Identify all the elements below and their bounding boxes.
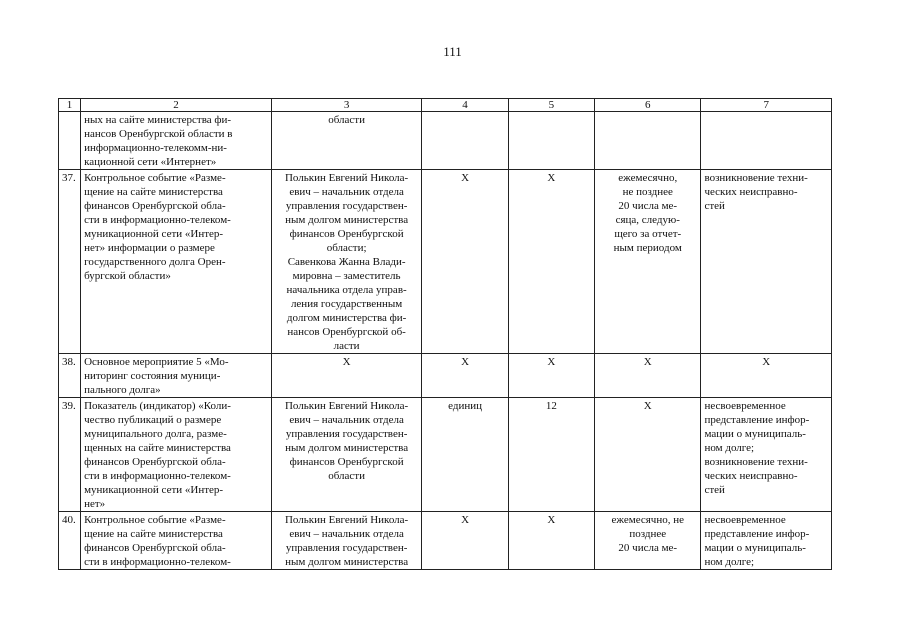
value-cell: Х [508,170,594,354]
unit-cell: Х [422,512,508,570]
table-row [59,398,832,512]
row-number: 37. [59,170,81,354]
responsible-person: Полькин Евгений Никола- евич – начальник отдела управления государствен- ным долгом министерства финансов Оренбургской области; Савенкова Жанна Влади- мировна – заместитель начальника отдела управ- ления государственным долгом министерства фи- нансов Оренбургской об- ласти [271,170,422,354]
value-cell [508,112,594,170]
unit-cell: Х [422,170,508,354]
value-cell: Х [508,354,594,398]
responsible-person: Полькин Евгений Никола- евич – начальник отдела управления государствен- ным долгом министерства [271,512,422,570]
deadline-cell: Х [595,354,701,398]
responsible-person: области [271,112,422,170]
event-description: ных на сайте министерства фи- нансов Оренбургской области в информационно-телекомм-ни- кационной сети «Интернет» [81,112,272,170]
responsible-person: Полькин Евгений Никола- евич – начальник отдела управления государствен- ным долгом министерства финансов Оренбургской области [271,398,422,512]
deadline-cell: Х [595,398,701,512]
risk-cell: возникновение техни- ческих неисправно- стей [701,170,832,354]
deadline-cell: ежемесячно, не позднее 20 числа ме- [595,512,701,570]
table-row [59,354,832,398]
header-cell-7: 7 [701,99,832,112]
header-cell-6: 6 [595,99,701,112]
header-cell-3: 3 [271,99,422,112]
unit-cell: единиц [422,398,508,512]
value-cell: Х [508,512,594,570]
page-number: 111 [443,44,462,59]
header-cell-1: 1 [59,99,81,112]
row-number: 38. [59,354,81,398]
table-header-row [59,99,832,112]
row-number [59,112,81,170]
value-cell: 12 [508,398,594,512]
unit-cell: Х [422,354,508,398]
deadline-cell: ежемесячно, не позднее 20 числа ме- сяца, следую- щего за отчет- ным периодом [595,170,701,354]
event-description: Показатель (индикатор) «Коли- чество публикаций о размере муниципального долга, разме- щенных на сайте министерства финансов Оренбургской обла- сти в информационно-телеком- муникационной сети «Интер- нет» [81,398,272,512]
deadline-cell [595,112,701,170]
risk-cell [701,112,832,170]
table-row [59,512,832,570]
event-description: Контрольное событие «Разме- щение на сайте министерства финансов Оренбургской обла- сти в информационно-телеком- [81,512,272,570]
table-row [59,112,832,170]
header-cell-5: 5 [508,99,594,112]
row-number: 40. [59,512,81,570]
header-cell-4: 4 [422,99,508,112]
event-description: Основное мероприятие 5 «Мо- ниторинг состояния муници- пального долга» [81,354,272,398]
risk-cell: несвоевременное представление инфор- мации о муниципаль- ном долге; возникновение техни- ческих неисправно- стей [701,398,832,512]
risk-cell: Х [701,354,832,398]
risk-cell: несвоевременное представление инфор- мации о муниципаль- ном долге; [701,512,832,570]
report-table [58,98,832,570]
event-description: Контрольное событие «Разме- щение на сайте министерства финансов Оренбургской обла- сти в информационно-телеком- муникационной сети «Интер- нет» информации о размере государственного долга Орен- бургской области» [81,170,272,354]
table-row [59,170,832,354]
unit-cell [422,112,508,170]
responsible-person: Х [271,354,422,398]
row-number: 39. [59,398,81,512]
header-cell-2: 2 [81,99,272,112]
